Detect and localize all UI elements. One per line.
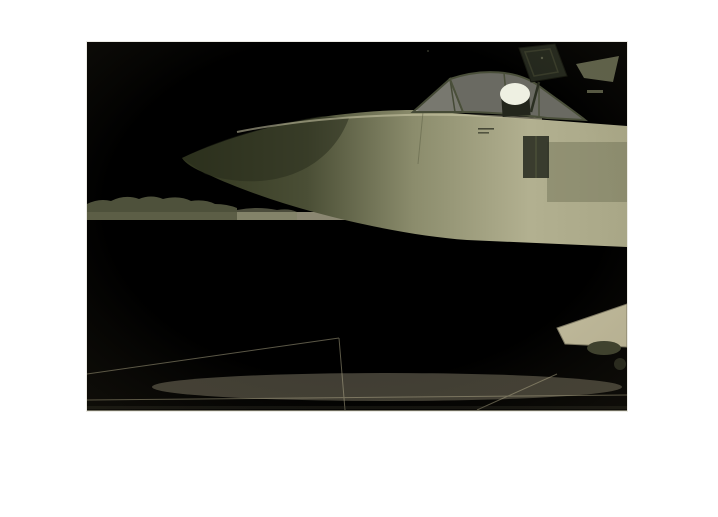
squadron-photograph bbox=[87, 42, 627, 411]
film-speck-2 bbox=[427, 50, 429, 52]
vignette bbox=[87, 42, 627, 410]
photo-canvas bbox=[87, 42, 627, 410]
film-speck bbox=[541, 57, 543, 59]
